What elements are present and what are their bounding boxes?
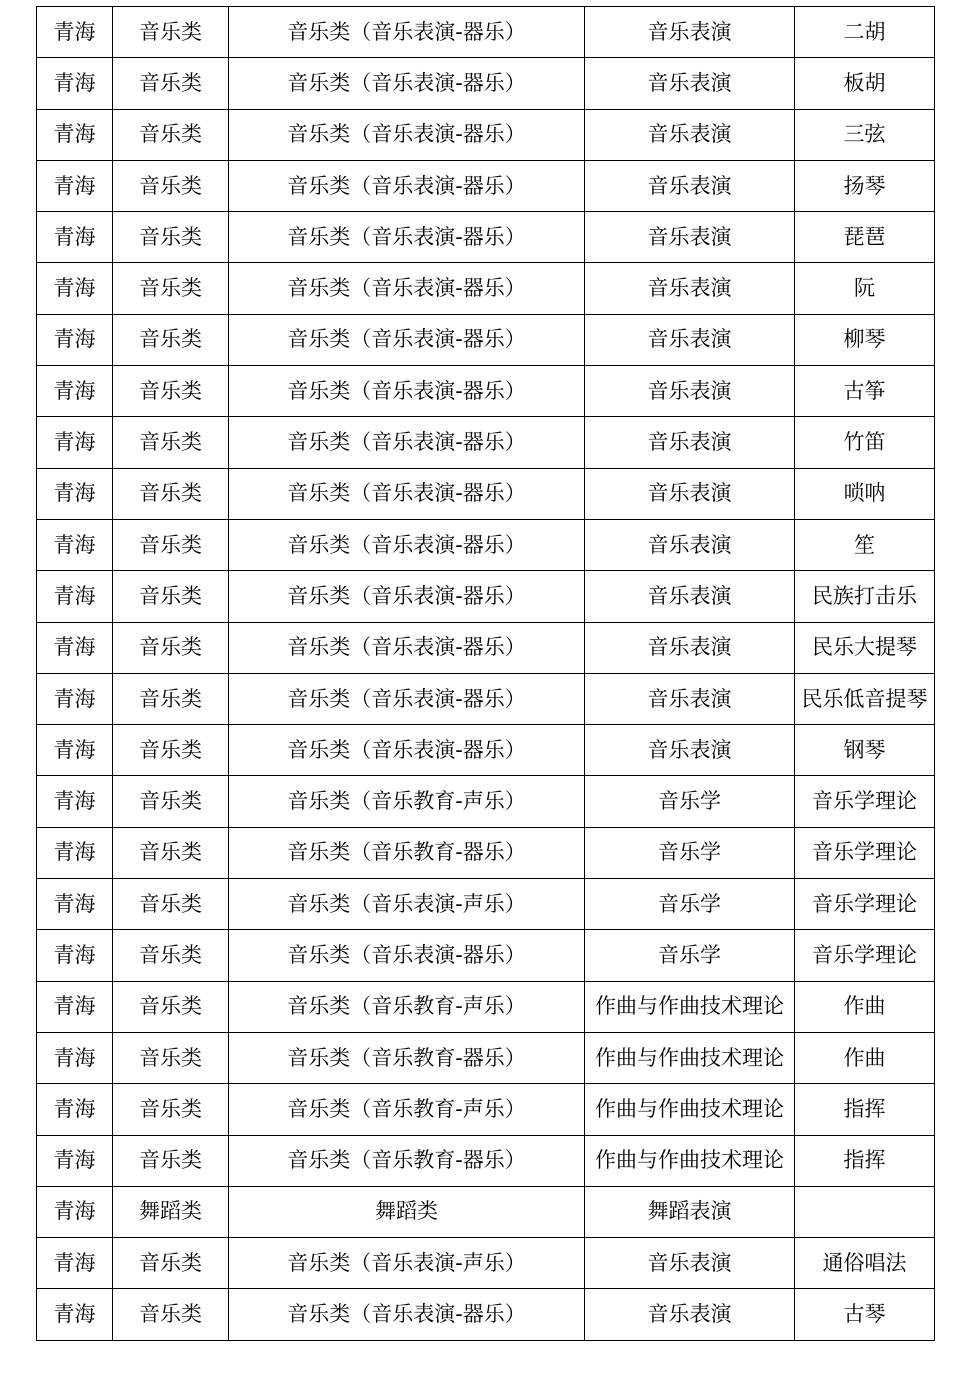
direction-cell: 作曲 bbox=[795, 1032, 935, 1083]
table-row bbox=[37, 622, 935, 673]
direction-cell: 民族打击乐 bbox=[795, 571, 935, 622]
category-cell: 音乐类 bbox=[113, 622, 229, 673]
province-cell: 青海 bbox=[37, 776, 113, 827]
table-row bbox=[37, 212, 935, 263]
subject-cell: 音乐类（音乐表演-器乐） bbox=[229, 725, 585, 776]
province-cell: 青海 bbox=[37, 1084, 113, 1135]
province-cell: 青海 bbox=[37, 1032, 113, 1083]
province-cell: 青海 bbox=[37, 263, 113, 314]
province-cell: 青海 bbox=[37, 1186, 113, 1237]
province-cell: 青海 bbox=[37, 1238, 113, 1289]
major-cell: 音乐表演 bbox=[585, 314, 795, 365]
province-cell: 青海 bbox=[37, 622, 113, 673]
subject-cell: 音乐类（音乐表演-器乐） bbox=[229, 366, 585, 417]
subject-cell: 舞蹈类 bbox=[229, 1186, 585, 1237]
province-cell: 青海 bbox=[37, 212, 113, 263]
major-cell: 作曲与作曲技术理论 bbox=[585, 981, 795, 1032]
direction-cell: 通俗唱法 bbox=[795, 1238, 935, 1289]
category-cell: 音乐类 bbox=[113, 827, 229, 878]
category-cell: 音乐类 bbox=[113, 109, 229, 160]
major-cell: 作曲与作曲技术理论 bbox=[585, 1032, 795, 1083]
table-row bbox=[37, 7, 935, 58]
major-cell: 作曲与作曲技术理论 bbox=[585, 1084, 795, 1135]
table-row bbox=[37, 673, 935, 724]
category-cell: 音乐类 bbox=[113, 1084, 229, 1135]
direction-cell: 琵琶 bbox=[795, 212, 935, 263]
province-cell: 青海 bbox=[37, 468, 113, 519]
province-cell: 青海 bbox=[37, 366, 113, 417]
category-cell: 音乐类 bbox=[113, 1289, 229, 1340]
direction-cell: 柳琴 bbox=[795, 314, 935, 365]
major-cell: 音乐表演 bbox=[585, 673, 795, 724]
table-row bbox=[37, 1289, 935, 1340]
admissions-table bbox=[36, 6, 935, 1341]
province-cell: 青海 bbox=[37, 879, 113, 930]
subject-cell: 音乐类（音乐表演-器乐） bbox=[229, 263, 585, 314]
subject-cell: 音乐类（音乐表演-器乐） bbox=[229, 571, 585, 622]
province-cell: 青海 bbox=[37, 827, 113, 878]
subject-cell: 音乐类（音乐表演-器乐） bbox=[229, 673, 585, 724]
category-cell: 音乐类 bbox=[113, 1238, 229, 1289]
direction-cell: 音乐学理论 bbox=[795, 776, 935, 827]
province-cell: 青海 bbox=[37, 314, 113, 365]
table-row bbox=[37, 776, 935, 827]
province-cell: 青海 bbox=[37, 981, 113, 1032]
province-cell: 青海 bbox=[37, 1289, 113, 1340]
province-cell: 青海 bbox=[37, 109, 113, 160]
province-cell: 青海 bbox=[37, 519, 113, 570]
major-cell: 作曲与作曲技术理论 bbox=[585, 1135, 795, 1186]
subject-cell: 音乐类（音乐表演-器乐） bbox=[229, 622, 585, 673]
major-cell: 音乐学 bbox=[585, 827, 795, 878]
category-cell: 音乐类 bbox=[113, 212, 229, 263]
category-cell: 音乐类 bbox=[113, 1135, 229, 1186]
direction-cell: 扬琴 bbox=[795, 160, 935, 211]
table-row bbox=[37, 468, 935, 519]
major-cell: 音乐学 bbox=[585, 930, 795, 981]
major-cell: 音乐表演 bbox=[585, 1289, 795, 1340]
table-row bbox=[37, 1238, 935, 1289]
table-row bbox=[37, 571, 935, 622]
category-cell: 音乐类 bbox=[113, 879, 229, 930]
category-cell: 音乐类 bbox=[113, 930, 229, 981]
direction-cell: 竹笛 bbox=[795, 417, 935, 468]
subject-cell: 音乐类（音乐表演-声乐） bbox=[229, 1238, 585, 1289]
category-cell: 音乐类 bbox=[113, 58, 229, 109]
category-cell: 音乐类 bbox=[113, 263, 229, 314]
category-cell: 音乐类 bbox=[113, 571, 229, 622]
direction-cell: 古筝 bbox=[795, 366, 935, 417]
direction-cell: 民乐低音提琴 bbox=[795, 673, 935, 724]
direction-cell: 二胡 bbox=[795, 7, 935, 58]
major-cell: 音乐表演 bbox=[585, 263, 795, 314]
category-cell: 音乐类 bbox=[113, 7, 229, 58]
direction-cell: 指挥 bbox=[795, 1084, 935, 1135]
table-row bbox=[37, 1186, 935, 1237]
category-cell: 音乐类 bbox=[113, 417, 229, 468]
category-cell: 音乐类 bbox=[113, 160, 229, 211]
direction-cell: 音乐学理论 bbox=[795, 930, 935, 981]
direction-cell: 音乐学理论 bbox=[795, 827, 935, 878]
major-cell: 音乐表演 bbox=[585, 7, 795, 58]
direction-cell: 钢琴 bbox=[795, 725, 935, 776]
major-cell: 舞蹈表演 bbox=[585, 1186, 795, 1237]
subject-cell: 音乐类（音乐教育-器乐） bbox=[229, 827, 585, 878]
direction-cell: 作曲 bbox=[795, 981, 935, 1032]
province-cell: 青海 bbox=[37, 725, 113, 776]
category-cell: 音乐类 bbox=[113, 981, 229, 1032]
direction-cell: 板胡 bbox=[795, 58, 935, 109]
table-row bbox=[37, 930, 935, 981]
direction-cell: 三弦 bbox=[795, 109, 935, 160]
major-cell: 音乐表演 bbox=[585, 366, 795, 417]
subject-cell: 音乐类（音乐表演-器乐） bbox=[229, 930, 585, 981]
table-row bbox=[37, 879, 935, 930]
category-cell: 舞蹈类 bbox=[113, 1186, 229, 1237]
province-cell: 青海 bbox=[37, 58, 113, 109]
province-cell: 青海 bbox=[37, 160, 113, 211]
subject-cell: 音乐类（音乐表演-声乐） bbox=[229, 879, 585, 930]
province-cell: 青海 bbox=[37, 7, 113, 58]
subject-cell: 音乐类（音乐表演-器乐） bbox=[229, 417, 585, 468]
table-row bbox=[37, 519, 935, 570]
major-cell: 音乐表演 bbox=[585, 212, 795, 263]
subject-cell: 音乐类（音乐教育-器乐） bbox=[229, 1032, 585, 1083]
subject-cell: 音乐类（音乐教育-器乐） bbox=[229, 1135, 585, 1186]
subject-cell: 音乐类（音乐表演-器乐） bbox=[229, 314, 585, 365]
province-cell: 青海 bbox=[37, 673, 113, 724]
province-cell: 青海 bbox=[37, 417, 113, 468]
subject-cell: 音乐类（音乐表演-器乐） bbox=[229, 1289, 585, 1340]
direction-cell: 民乐大提琴 bbox=[795, 622, 935, 673]
category-cell: 音乐类 bbox=[113, 366, 229, 417]
major-cell: 音乐学 bbox=[585, 776, 795, 827]
table-row bbox=[37, 366, 935, 417]
table-row bbox=[37, 981, 935, 1032]
category-cell: 音乐类 bbox=[113, 468, 229, 519]
province-cell: 青海 bbox=[37, 930, 113, 981]
subject-cell: 音乐类（音乐表演-器乐） bbox=[229, 109, 585, 160]
major-cell: 音乐表演 bbox=[585, 1238, 795, 1289]
subject-cell: 音乐类（音乐表演-器乐） bbox=[229, 468, 585, 519]
category-cell: 音乐类 bbox=[113, 1032, 229, 1083]
subject-cell: 音乐类（音乐教育-声乐） bbox=[229, 776, 585, 827]
major-cell: 音乐表演 bbox=[585, 468, 795, 519]
table-row bbox=[37, 1084, 935, 1135]
table-body bbox=[37, 7, 935, 1341]
subject-cell: 音乐类（音乐表演-器乐） bbox=[229, 58, 585, 109]
major-cell: 音乐学 bbox=[585, 879, 795, 930]
subject-cell: 音乐类（音乐教育-声乐） bbox=[229, 981, 585, 1032]
table-row bbox=[37, 1032, 935, 1083]
subject-cell: 音乐类（音乐表演-器乐） bbox=[229, 160, 585, 211]
table-row bbox=[37, 263, 935, 314]
direction-cell: 指挥 bbox=[795, 1135, 935, 1186]
major-cell: 音乐表演 bbox=[585, 160, 795, 211]
table-row bbox=[37, 314, 935, 365]
category-cell: 音乐类 bbox=[113, 776, 229, 827]
direction-cell bbox=[795, 1186, 935, 1237]
major-cell: 音乐表演 bbox=[585, 622, 795, 673]
table-row bbox=[37, 160, 935, 211]
table-row bbox=[37, 417, 935, 468]
category-cell: 音乐类 bbox=[113, 519, 229, 570]
major-cell: 音乐表演 bbox=[585, 571, 795, 622]
subject-cell: 音乐类（音乐表演-器乐） bbox=[229, 212, 585, 263]
table-row bbox=[37, 109, 935, 160]
major-cell: 音乐表演 bbox=[585, 519, 795, 570]
subject-cell: 音乐类（音乐教育-声乐） bbox=[229, 1084, 585, 1135]
province-cell: 青海 bbox=[37, 1135, 113, 1186]
direction-cell: 唢呐 bbox=[795, 468, 935, 519]
direction-cell: 笙 bbox=[795, 519, 935, 570]
direction-cell: 古琴 bbox=[795, 1289, 935, 1340]
major-cell: 音乐表演 bbox=[585, 725, 795, 776]
subject-cell: 音乐类（音乐表演-器乐） bbox=[229, 519, 585, 570]
category-cell: 音乐类 bbox=[113, 725, 229, 776]
direction-cell: 音乐学理论 bbox=[795, 879, 935, 930]
major-cell: 音乐表演 bbox=[585, 417, 795, 468]
table-row bbox=[37, 1135, 935, 1186]
table-row bbox=[37, 725, 935, 776]
table-row bbox=[37, 58, 935, 109]
category-cell: 音乐类 bbox=[113, 673, 229, 724]
table-row bbox=[37, 827, 935, 878]
major-cell: 音乐表演 bbox=[585, 109, 795, 160]
direction-cell: 阮 bbox=[795, 263, 935, 314]
major-cell: 音乐表演 bbox=[585, 58, 795, 109]
category-cell: 音乐类 bbox=[113, 314, 229, 365]
province-cell: 青海 bbox=[37, 571, 113, 622]
subject-cell: 音乐类（音乐表演-器乐） bbox=[229, 7, 585, 58]
